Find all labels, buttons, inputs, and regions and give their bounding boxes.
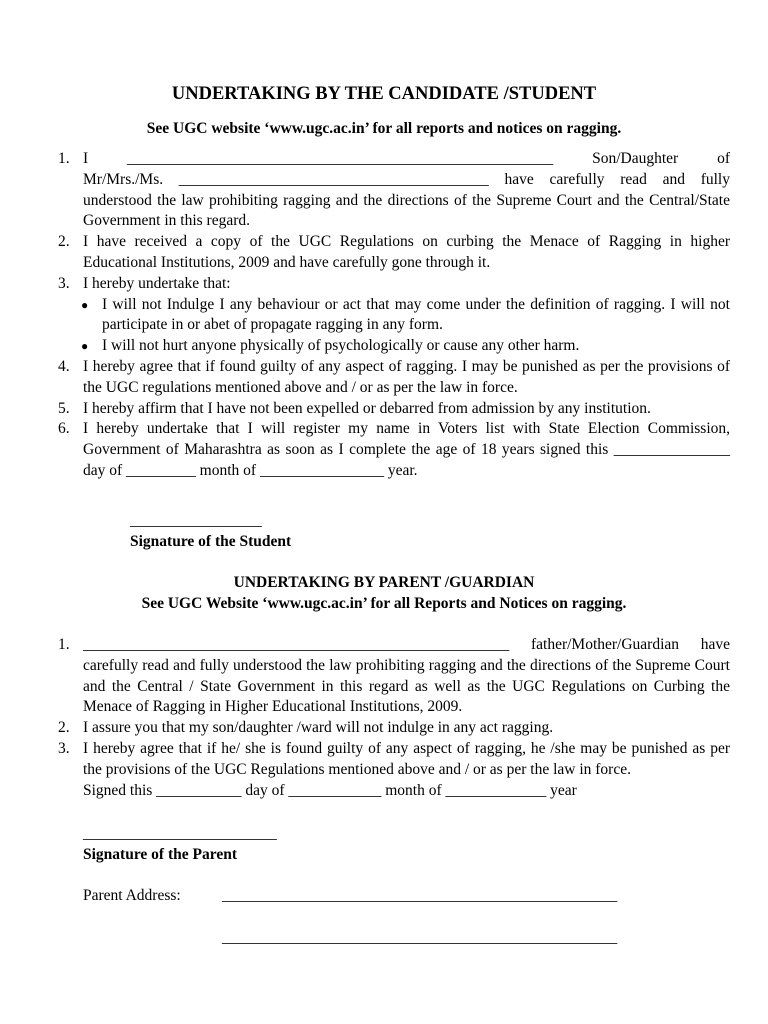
student-item-6-text: I hereby undertake that I will register my name in Voters list with State Election Commission, Government of Maharashtra as soon as I complete the age of 18 years signed this _______________ day of _________ month of ________________ year.	[83, 420, 730, 479]
student-item-6	[52, 419, 730, 481]
student-item-1-text: Mr/Mrs./Ms. ________________________________________ have carefully read and fully understood the law prohibiting ragging and the directions of the Supreme Court and the Central/State Government in this regard.	[83, 170, 730, 230]
student-signature-line: _________________	[130, 512, 262, 529]
student-item-4-text: I hereby agree that if found guilty of any aspect of ragging. I may be punished as per the provisions of the UGC regulations mentioned above and / or as per the law in force.	[83, 357, 730, 396]
item-number: 3.	[58, 274, 70, 292]
bullet-item: ● I will not Indulge I any behaviour or act that may come under the definition of ragging. I will not participate in or abet of propagate ragging in any form.	[81, 295, 730, 334]
item-number: 2.	[58, 719, 70, 737]
student-item-2	[52, 232, 730, 274]
parent-undertaking-subtitle: See UGC Website ‘www.ugc.ac.in’ for all Reports and Notices on ragging.	[141, 595, 627, 612]
student-item-3	[52, 274, 730, 295]
parent-undertaking-title: UNDERTAKING BY PARENT /GUARDIAN	[233, 574, 535, 591]
parent-signature-label: Signature of the Parent	[83, 846, 237, 863]
student-item-5	[52, 399, 730, 420]
item-number: 3.	[58, 739, 70, 757]
item-number: 1.	[58, 636, 70, 653]
student-undertaking-subtitle: See UGC website ‘www.ugc.ac.in’ for all reports and notices on ragging.	[146, 120, 622, 137]
parent-address-line-1: ___________________________________________________	[222, 887, 618, 904]
student-item-2-text: I have received a copy of the UGC Regulations on curbing the Menace of Ragging in higher Educational Institutions, 2009 and have carefully gone through it.	[83, 233, 730, 271]
student-item-1	[52, 149, 730, 232]
bullet-item: ● I will not hurt anyone physically of psychologically or cause any other harm.	[52, 336, 730, 357]
parent-item-1-text: _______________________________________________________ father/Mother/Guardian have carefully read and fully understood the law prohibiting ragging and the directions of the Supreme Court and the Central / State Government in this regard as well as the UGC Regulations on Curbing the Menace of Ragging in Higher Educational Institutions, 2009.	[83, 636, 730, 716]
parent-undertaking-list	[52, 635, 730, 801]
item-number: 5.	[58, 399, 70, 417]
student-item-1-first-line: I _______________________________________________________ Son/Daughter of	[83, 150, 730, 167]
parent-item-2-text: I assure you that my son/daughter /ward will not indulge in any act ragging.	[83, 719, 554, 737]
student-item-5-text: I hereby affirm that I have not been expelled or debarred from admission by any institution.	[83, 399, 651, 417]
student-undertaking-list	[52, 149, 730, 482]
item-number: 2.	[58, 233, 70, 251]
parent-signed-line: Signed this ___________ day of ____________ month of _____________ year	[83, 781, 577, 799]
parent-item-1	[52, 635, 730, 718]
student-signature-label: Signature of the Student	[130, 533, 292, 550]
parent-item-3-text: I hereby agree that if he/ she is found guilty of any aspect of ragging, he /she may be punished as per the provisions of the UGC Regulations mentioned above and / or as per the law in force.	[83, 739, 730, 778]
parent-signature-line: _________________________	[83, 825, 277, 842]
parent-item-3	[52, 739, 730, 801]
student-item-3-bullets	[52, 295, 730, 357]
bullet-icon: ●	[81, 339, 89, 354]
student-item-3-text: I hereby undertake that:	[83, 274, 231, 292]
student-item-4	[52, 357, 730, 399]
item-number: 4.	[58, 357, 70, 375]
parent-address-label: Parent Address:	[83, 887, 181, 904]
parent-item-2	[52, 718, 730, 739]
item-number: 1.	[58, 150, 70, 167]
bullet-icon: ●	[81, 297, 89, 312]
student-undertaking-title: UNDERTAKING BY THE CANDIDATE /STUDENT	[171, 84, 597, 104]
parent-address-line-2: ___________________________________________________	[222, 929, 618, 946]
item-number: 6.	[58, 420, 70, 438]
